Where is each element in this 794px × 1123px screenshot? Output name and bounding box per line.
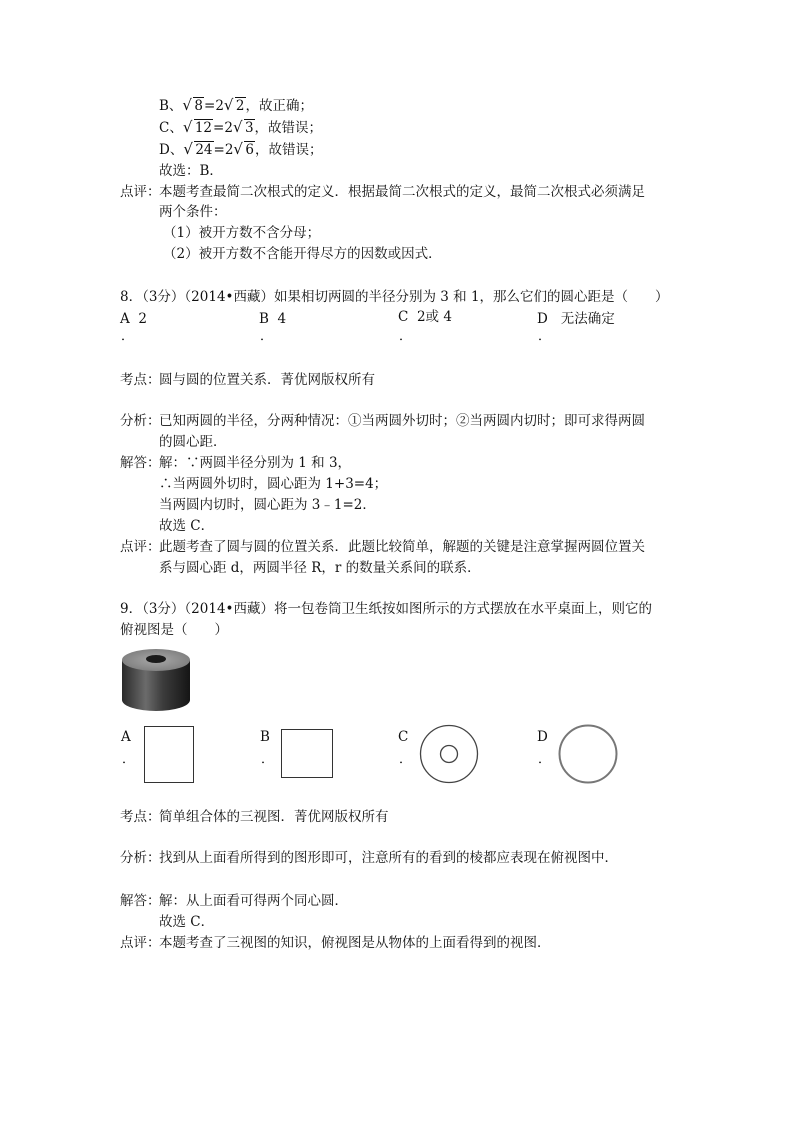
q9-kaodian-label: 考点： — [120, 809, 161, 825]
q7-d-suffix: ，故错误； — [255, 142, 323, 158]
q8-option-d-text: 无法确定 — [560, 311, 615, 327]
q9-fenxi: 找到从上面看所得到的图形即可，注意所有的看到的棱都应表现在俯视图中． — [159, 850, 618, 866]
q9-jieda-line2: 故选 C． — [159, 914, 215, 930]
q9-option-b-square — [281, 729, 333, 778]
q9-option-a-dot: ． — [122, 752, 136, 767]
q7-b-suffix: ，故正确； — [245, 98, 314, 114]
q9-option-c-concentric-circles — [418, 723, 480, 785]
q7-option-c-line — [159, 118, 322, 138]
q7-c-mid: =2 — [213, 120, 233, 136]
q7-comment-label: 点评： — [120, 184, 161, 200]
q7-c-suffix: ，故错误； — [254, 120, 323, 136]
q7-choice: 故选：B． — [159, 163, 223, 179]
q8-option-b-text: 4 — [277, 311, 287, 327]
q7-c-prefix: C、 — [159, 120, 183, 136]
q7-c-radicand: 12 — [194, 120, 213, 136]
q8-kaodian: 圆与圆的位置关系．菁优网版权所有 — [159, 372, 375, 388]
q9-kaodian: 简单组合体的三视图．菁优网版权所有 — [159, 809, 389, 825]
radical-sign — [234, 118, 255, 138]
q9-option-d-dot: ． — [538, 752, 552, 767]
q7-c-radicand2: 3 — [244, 120, 254, 136]
q8-stem: 8．（3分）（2014•西藏）如果相切两圆的半径分别为 3 和 1，那么它们的圆心距是（ ） — [120, 289, 669, 305]
q9-dianping: 本题考查了三视图的知识，俯视图是从物体的上面看得到的视图． — [159, 935, 551, 951]
q8-option-a-dot: ． — [121, 329, 135, 344]
q8-option-c — [398, 307, 452, 327]
q7-condition-1: （1）被开方数不含分母； — [163, 225, 321, 241]
q9-option-d-circle — [557, 723, 619, 785]
q9-option-b-letter: B — [260, 729, 270, 745]
q8-option-d-letter: D — [537, 311, 548, 327]
q9-option-b-dot: ． — [261, 752, 275, 767]
q8-jieda-line2: ∴当两圆外切时，圆心距为 1+3=4； — [159, 476, 388, 492]
q7-b-radicand: 8 — [194, 98, 204, 114]
q9-stem-line1: 9．（3分）（2014•西藏）将一包卷筒卫生纸按如图所示的方式摆放在水平桌面上，则它的 — [120, 601, 652, 617]
q8-option-a-letter: A — [120, 311, 130, 327]
q8-option-d-dot: ． — [538, 329, 552, 344]
toilet-paper-roll-image — [118, 646, 194, 712]
radical-sign — [183, 96, 204, 116]
q7-b-radicand2: 2 — [235, 98, 245, 114]
q8-fenxi-label: 分析： — [120, 413, 161, 429]
q8-option-c-text: 2或 4 — [416, 309, 452, 325]
q9-option-c-letter: C — [398, 729, 409, 745]
q9-fenxi-label: 分析： — [120, 850, 161, 866]
q8-dianping-label: 点评： — [120, 539, 161, 555]
q8-jieda-line4: 故选 C． — [159, 518, 215, 534]
radical-sign — [184, 118, 213, 138]
q8-fenxi-line2: 的圆心距． — [159, 434, 227, 450]
radical-sign — [184, 140, 213, 160]
q8-option-c-letter: C — [398, 309, 409, 325]
q8-jieda-line3: 当两圆内切时，圆心距为 3﹣1=2． — [159, 497, 376, 513]
q9-option-a-rectangle — [144, 726, 194, 783]
q8-option-c-dot: ． — [399, 329, 413, 344]
q9-dianping-label: 点评： — [120, 935, 161, 951]
q7-d-prefix: D、 — [159, 142, 184, 158]
q9-option-d-letter: D — [537, 729, 548, 745]
q7-b-mid: =2 — [204, 98, 224, 114]
q8-option-a-text: 2 — [138, 311, 147, 327]
radical-sign — [225, 96, 246, 116]
q8-fenxi-line1: 已知两圆的半径，分两种情况：①当两圆外切时；②当两圆内切时；即可求得两圆 — [159, 413, 645, 429]
q9-jieda-line1: 解：从上面看可得两个同心圆． — [159, 893, 348, 909]
q8-dianping-line2: 系与圆心距 d，两圆半径 R，r 的数量关系间的联系． — [159, 560, 481, 576]
q7-b-prefix: B、 — [159, 98, 183, 114]
q8-option-b-letter: B — [259, 311, 269, 327]
q9-option-a-letter: A — [121, 729, 131, 745]
q7-d-radicand: 24 — [195, 142, 213, 158]
q7-d-mid: =2 — [213, 142, 234, 158]
q7-condition-2: （2）被开方数不含能开得尽方的因数或因式． — [163, 246, 442, 262]
q7-comment-line2: 两个条件： — [159, 204, 227, 220]
q8-jieda-label: 解答： — [120, 455, 161, 471]
q7-option-b-line — [159, 96, 313, 116]
q8-jieda-line1: 解：∵两圆半径分别为 1 和 3， — [159, 455, 352, 471]
q9-option-c-dot: ． — [399, 752, 413, 767]
q8-kaodian-label: 考点： — [120, 372, 161, 388]
q9-jieda-label: 解答： — [120, 893, 161, 909]
q8-option-b-dot: ． — [260, 329, 274, 344]
q9-stem-line2: 俯视图是（ ） — [120, 622, 228, 638]
radical-sign — [234, 140, 255, 160]
q8-dianping-line1: 此题考查了圆与圆的位置关系．此题比较简单，解题的关键是注意掌握两圆位置关 — [159, 539, 645, 555]
q7-d-radicand2: 6 — [245, 142, 255, 158]
q7-comment-line1: 本题考查最简二次根式的定义．根据最简二次根式的定义，最简二次根式必须满足 — [159, 184, 645, 200]
q7-option-d-line — [159, 140, 323, 160]
